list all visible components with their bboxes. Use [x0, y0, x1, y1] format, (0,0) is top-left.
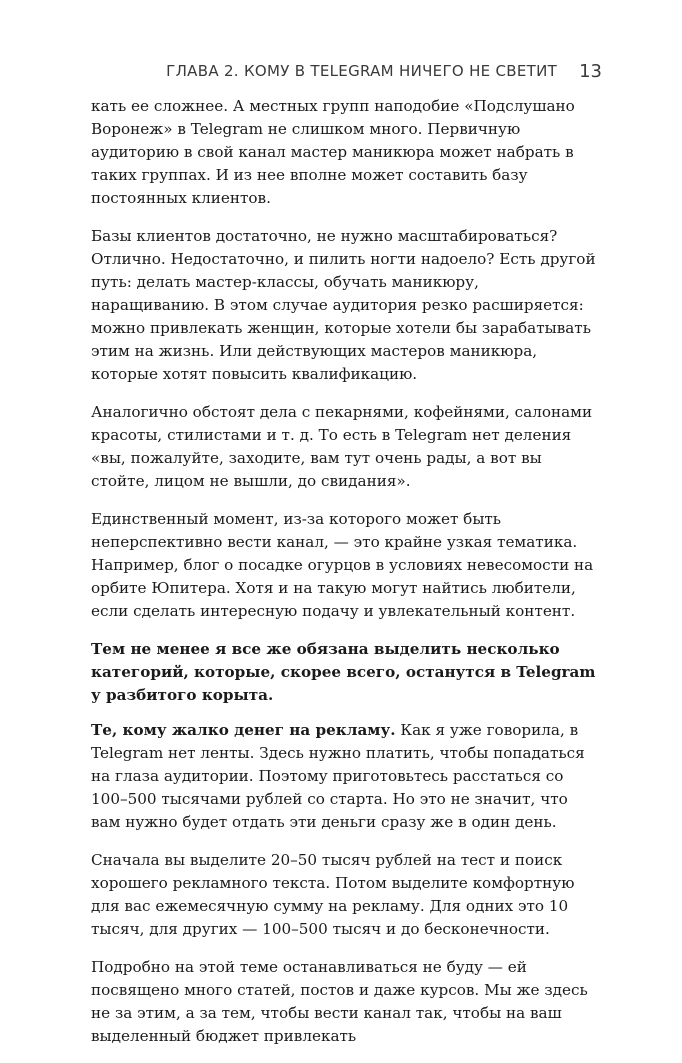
paragraph	[91, 719, 601, 834]
running-title: ГЛАВА 2. КОМУ В TELEGRAM НИЧЕГО НЕ СВЕТИТ	[166, 62, 558, 80]
paragraph: Подробно на этой теме останавливаться не буду — ей посвящено много статей, постов и даже курсов. Мы же здесь не за этим, а за тем, чтобы вести канал так, чтобы на ваш выделенный бюджет привлекать	[91, 958, 588, 1045]
paragraph: Аналогично обстоят дела с пекарнями, кофейнями, салонами красоты, стилистами и т. д. То есть в Telegram нет деления «вы, пожалуйте, заходите, вам тут очень рады, а вот вы стойте, лицом не вышли, до свидания».	[91, 403, 593, 490]
page-header	[60, 56, 602, 86]
paragraph-lead: Те, кому жалко денег на рекламу.	[91, 721, 396, 739]
paragraph: кать ее сложнее. А местных групп наподобие «Подслушано Воронеж» в Telegram не слишком много. Первичную аудиторию в свой канал мастер маникюра может набрать в таких группах. И из нее вполне может составить базу постоянных клиентов.	[91, 97, 575, 207]
paragraph: Сначала вы выделите 20–50 тысяч рублей на тест и поиск хорошего рекламного текста. Потом выделите комфортную для вас ежемесячную сумму на рекламу. Для одних это 10 тысяч, для других — 100–500 тысяч и до бесконечности.	[91, 851, 575, 938]
bold-paragraph: Тем не менее я все же обязана выделить несколько категорий, которые, скорее всего, останутся в Telegram у разбитого корыта.	[91, 640, 596, 704]
page-body	[91, 95, 601, 1063]
paragraph: Единственный момент, из-за которого может быть неперспективно вести канал, — это крайне узкая тематика. Например, блог о посадке огурцов в условиях невесомости на орбите Юпитера. Хотя и на такую могут найтись любители, если сделать интересную подачу и увлекательный контент.	[91, 510, 594, 620]
page-number: 13	[579, 60, 602, 82]
paragraph-text: Как я уже говорила, в Telegram нет ленты. Здесь нужно платить, чтобы попадаться на глаза аудитории. Поэтому приготовьтесь расстаться со 100–500 тысячами рублей со старта. Но это не значит, что вам нужно будет отдать эти деньги сразу же в один день.	[91, 721, 585, 831]
paragraph: Базы клиентов достаточно, не нужно масштабироваться? Отлично. Недостаточно, и пилить ногти надоело? Есть другой путь: делать мастер-классы, обучать маникюру, наращиванию. В этом случае аудитория резко расширяется: можно привлекать женщин, которые хотели бы зарабатывать этим на жизнь. Или действующих мастеров маникюра, которые хотят повысить квалификацию.	[91, 227, 596, 383]
